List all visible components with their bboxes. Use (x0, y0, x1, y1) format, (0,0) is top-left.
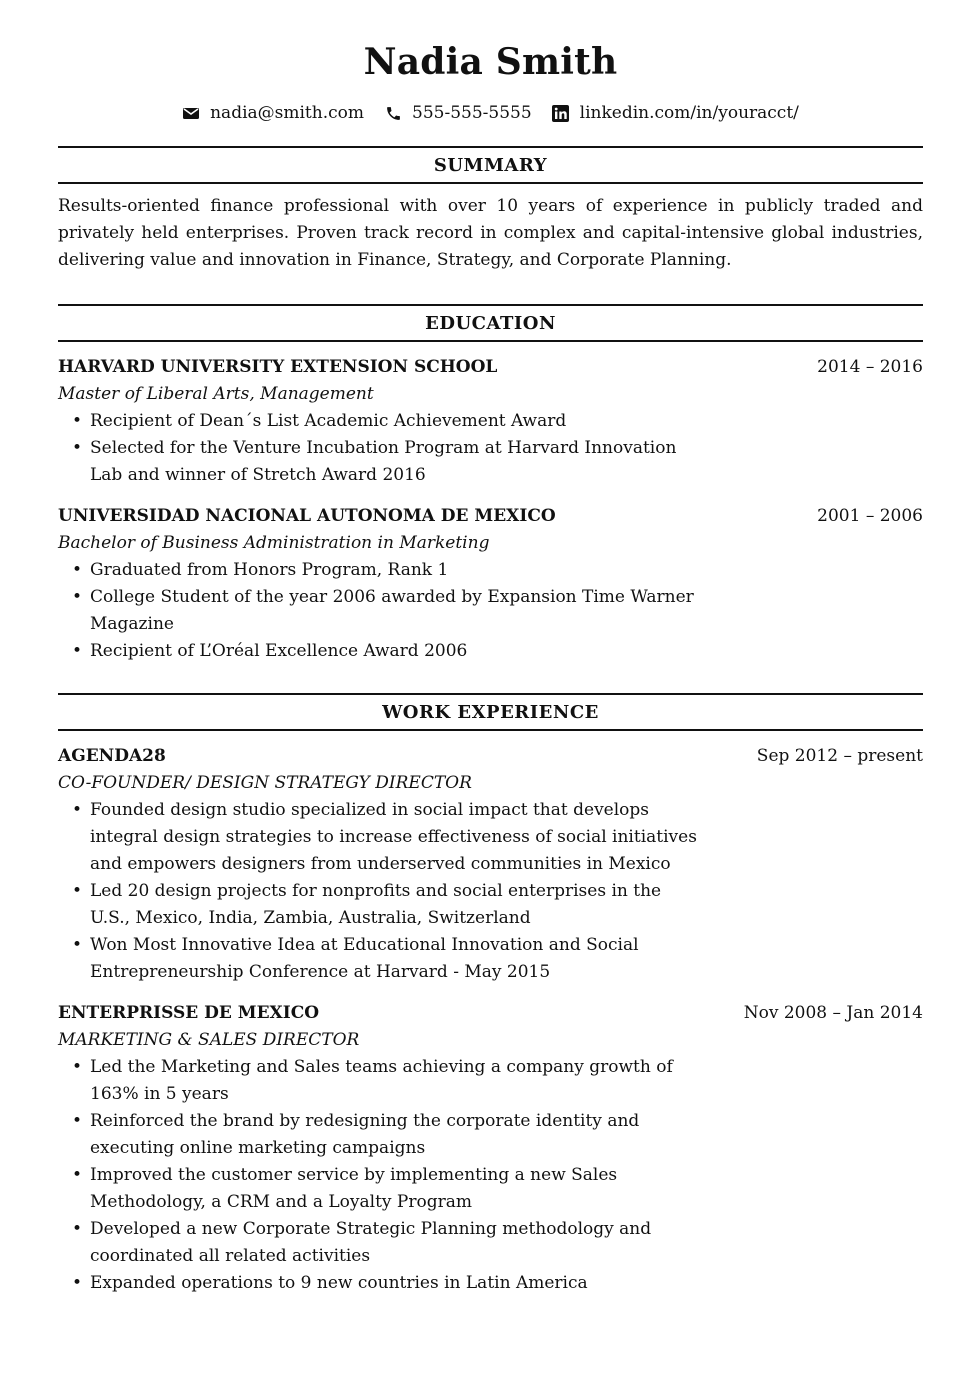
job-title: CO-FOUNDER/ DESIGN STRATEGY DIRECTOR (58, 773, 472, 793)
linkedin-text: linkedin.com/in/youracct/ (579, 103, 799, 123)
candidate-name: Nadia Smith (363, 41, 618, 83)
bullet-item: • Won Most Innovative Idea at Educational Innovation and Social Entrepreneurship Conference at Harvard - May 2015 (58, 932, 700, 986)
contact-linkedin[interactable] (552, 103, 799, 123)
phone-icon (384, 104, 402, 122)
entry-header (58, 503, 923, 530)
entry-dates: Sep 2012 – present (756, 746, 923, 766)
company-name: AGENDA28 (58, 746, 166, 766)
entry-dates: 2014 – 2016 (817, 357, 923, 377)
entry-dates: Nov 2008 – Jan 2014 (743, 1003, 923, 1023)
work-entry (58, 743, 923, 986)
bullet-item: • Led 20 design projects for nonprofits and social enterprises in the U.S., Mexico, India, Zambia, Australia, Switzerland (58, 878, 700, 932)
linkedin-icon (552, 104, 570, 122)
degree: Bachelor of Business Administration in Marketing (58, 533, 490, 553)
bullet-item: • Reinforced the brand by redesigning the corporate identity and executing online marketing campaigns (58, 1108, 700, 1162)
envelope-icon (182, 104, 200, 122)
bullet-item: • Recipient of L’Oréal Excellence Award 2006 (58, 638, 700, 665)
contact-email[interactable] (182, 103, 364, 123)
entry-dates: 2001 – 2006 (817, 506, 923, 526)
job-title: MARKETING & SALES DIRECTOR (58, 1030, 360, 1050)
resume-page (58, 0, 923, 1297)
bullet-item: • Founded design studio specialized in social impact that develops integral design strategies to increase effectiveness of social initiatives and empowers designers from underserved communities in Mexico (58, 797, 700, 878)
education-entry (58, 354, 923, 489)
bullet-item: • Improved the customer service by implementing a new Sales Methodology, a CRM and a Loyalty Program (58, 1162, 700, 1216)
contact-bar (58, 100, 923, 126)
company-name: ENTERPRISSE DE MEXICO (58, 1003, 320, 1023)
entry-header (58, 354, 923, 381)
work-experience-heading: WORK EXPERIENCE (58, 693, 923, 731)
degree: Master of Liberal Arts, Management (58, 384, 374, 404)
education-heading: EDUCATION (58, 304, 923, 342)
phone-text: 555-555-5555 (412, 103, 532, 123)
work-entry (58, 1000, 923, 1297)
bullet-item: • Developed a new Corporate Strategic Planning methodology and coordinated all related activities (58, 1216, 700, 1270)
bullet-item: • Selected for the Venture Incubation Program at Harvard Innovation Lab and winner of Stretch Award 2016 (58, 435, 700, 489)
summary-text: Results-oriented finance professional with over 10 years of experience in publicly traded and privately held enterprises. Proven track record in complex and capital-intensive global industries, delivering value and innovation in Finance, Strategy, and Corporate Planning. (58, 196, 923, 270)
bullet-list (58, 408, 923, 489)
education-entry (58, 503, 923, 665)
bullet-item: • Recipient of Dean´s List Academic Achievement Award (58, 408, 700, 435)
bullet-item: • College Student of the year 2006 awarded by Expansion Time Warner Magazine (58, 584, 700, 638)
email-text: nadia@smith.com (210, 103, 364, 123)
institution-name: UNIVERSIDAD NACIONAL AUTONOMA DE MEXICO (58, 506, 556, 526)
bullet-item: • Graduated from Honors Program, Rank 1 (58, 557, 700, 584)
institution-name: HARVARD UNIVERSITY EXTENSION SCHOOL (58, 357, 498, 377)
bullet-list (58, 1054, 923, 1297)
bullet-item: • Led the Marketing and Sales teams achieving a company growth of 163% in 5 years (58, 1054, 700, 1108)
bullet-item: • Expanded operations to 9 new countries in Latin America (58, 1270, 700, 1297)
bullet-list (58, 797, 923, 986)
summary-heading: SUMMARY (58, 146, 923, 184)
contact-phone[interactable] (384, 103, 532, 123)
entry-header (58, 743, 923, 770)
bullet-list (58, 557, 923, 665)
entry-header (58, 1000, 923, 1027)
